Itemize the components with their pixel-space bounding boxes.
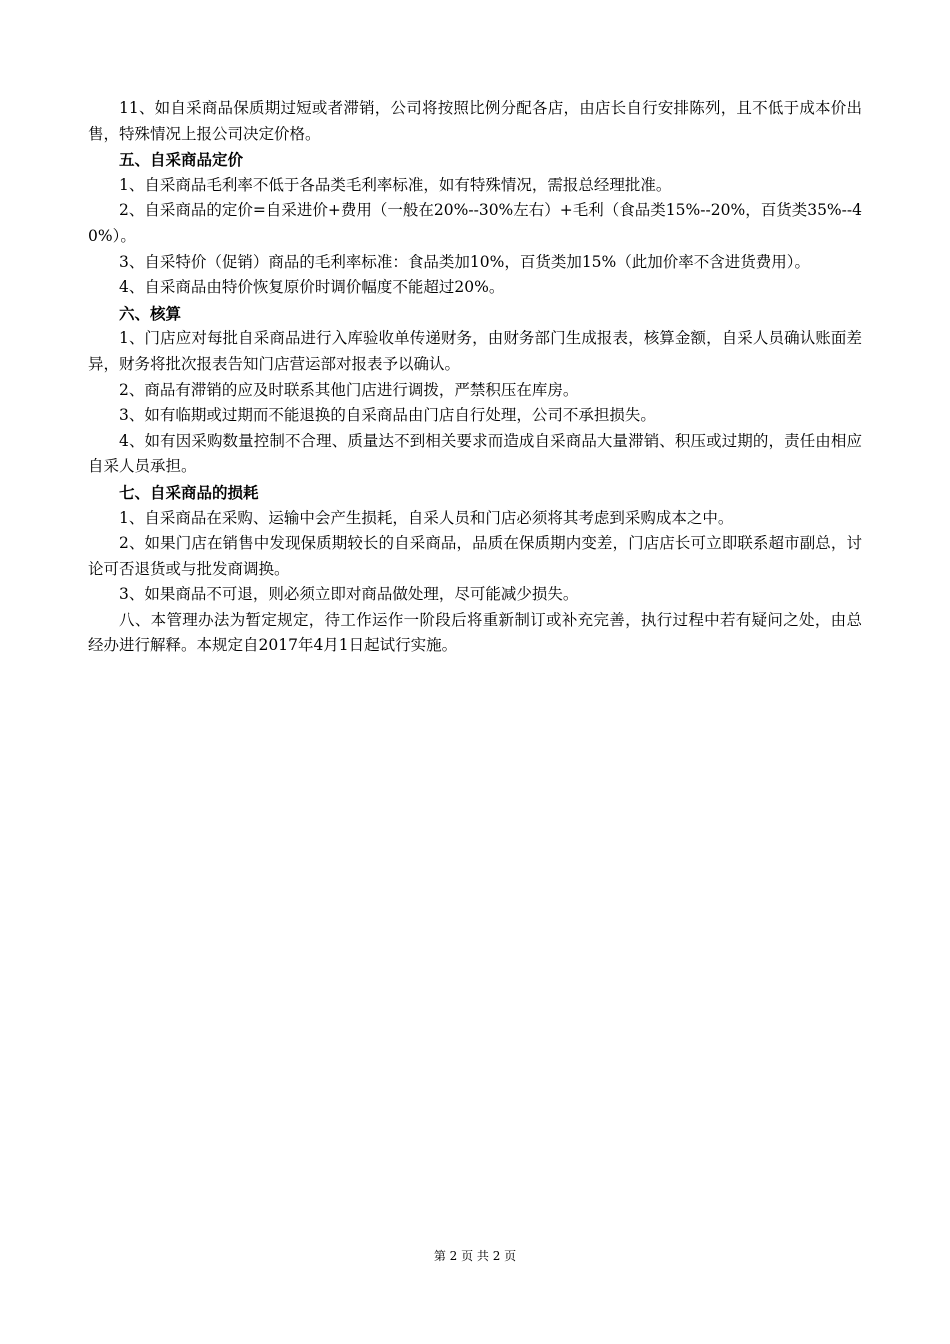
paragraph-pricing-4: 4、自采商品由特价恢复原价时调价幅度不能超过20%。	[119, 278, 505, 297]
paragraph-accounting-4: 4、如有因采购数量控制不合理、质量达不到相关要求而造成自采商品大量滞销、积压或过期的，责任由相应自采人员承担。	[88, 431, 862, 476]
section-heading-losses: 七、自采商品的损耗	[119, 482, 259, 502]
paragraph-losses-3: 3、如果商品不可退，则必须立即对商品做处理，尽可能减少损失。	[119, 585, 579, 604]
paragraph-accounting-1: 1、门店应对每批自采商品进行入库验收单传递财务，由财务部门生成报表，核算金额，自采人员确认账面差异，财务将批次报表告知门店营运部对报表予以确认。	[88, 329, 862, 373]
paragraph-pricing-2: 2、自采商品的定价=自采进价+费用（一般在20%--30%左右）+毛利（食品类15%--20%，百货类35%--40%）。	[88, 201, 862, 245]
paragraph-final-provision: 八、本管理办法为暂定规定，待工作运作一阶段后将重新制订或补充完善，执行过程中若有疑问之处，由总经办进行解释。本规定自2017年4月1日起试行实施。	[88, 610, 862, 655]
paragraph-losses-2: 2、如果门店在销售中发现保质期较长的自采商品，品质在保质期内变差，门店店长可立即联系超市副总，讨论可否退货或与批发商调换。	[88, 534, 862, 578]
paragraph-11-shelf-life: 11、如自采商品保质期过短或者滞销，公司将按照比例分配各店，由店长自行安排陈列，且不低于成本价出售，特殊情况上报公司决定价格。	[88, 99, 862, 143]
paragraph-losses-1: 1、自采商品在采购、运输中会产生损耗，自采人员和门店必须将其考虑到采购成本之中。	[119, 508, 734, 527]
section-heading-accounting: 六、核算	[119, 303, 182, 323]
section-heading-pricing: 五、自采商品定价	[119, 150, 244, 170]
paragraph-accounting-2: 2、商品有滞销的应及时联系其他门店进行调拨，严禁积压在库房。	[119, 380, 579, 399]
document-body	[88, 96, 862, 659]
paragraph-pricing-3: 3、自采特价（促销）商品的毛利率标准：食品类加10%，百货类加15%（此加价率不含进货费用）。	[119, 252, 811, 271]
paragraph-accounting-3: 3、如有临期或过期而不能退换的自采商品由门店自行处理，公司不承担损失。	[119, 406, 656, 425]
page-footer	[0, 1248, 950, 1264]
paragraph-pricing-1: 1、自采商品毛利率不低于各品类毛利率标准，如有特殊情况，需报总经理批准。	[119, 175, 672, 194]
page-number-label: 第 2 页 共 2 页	[433, 1249, 517, 1263]
